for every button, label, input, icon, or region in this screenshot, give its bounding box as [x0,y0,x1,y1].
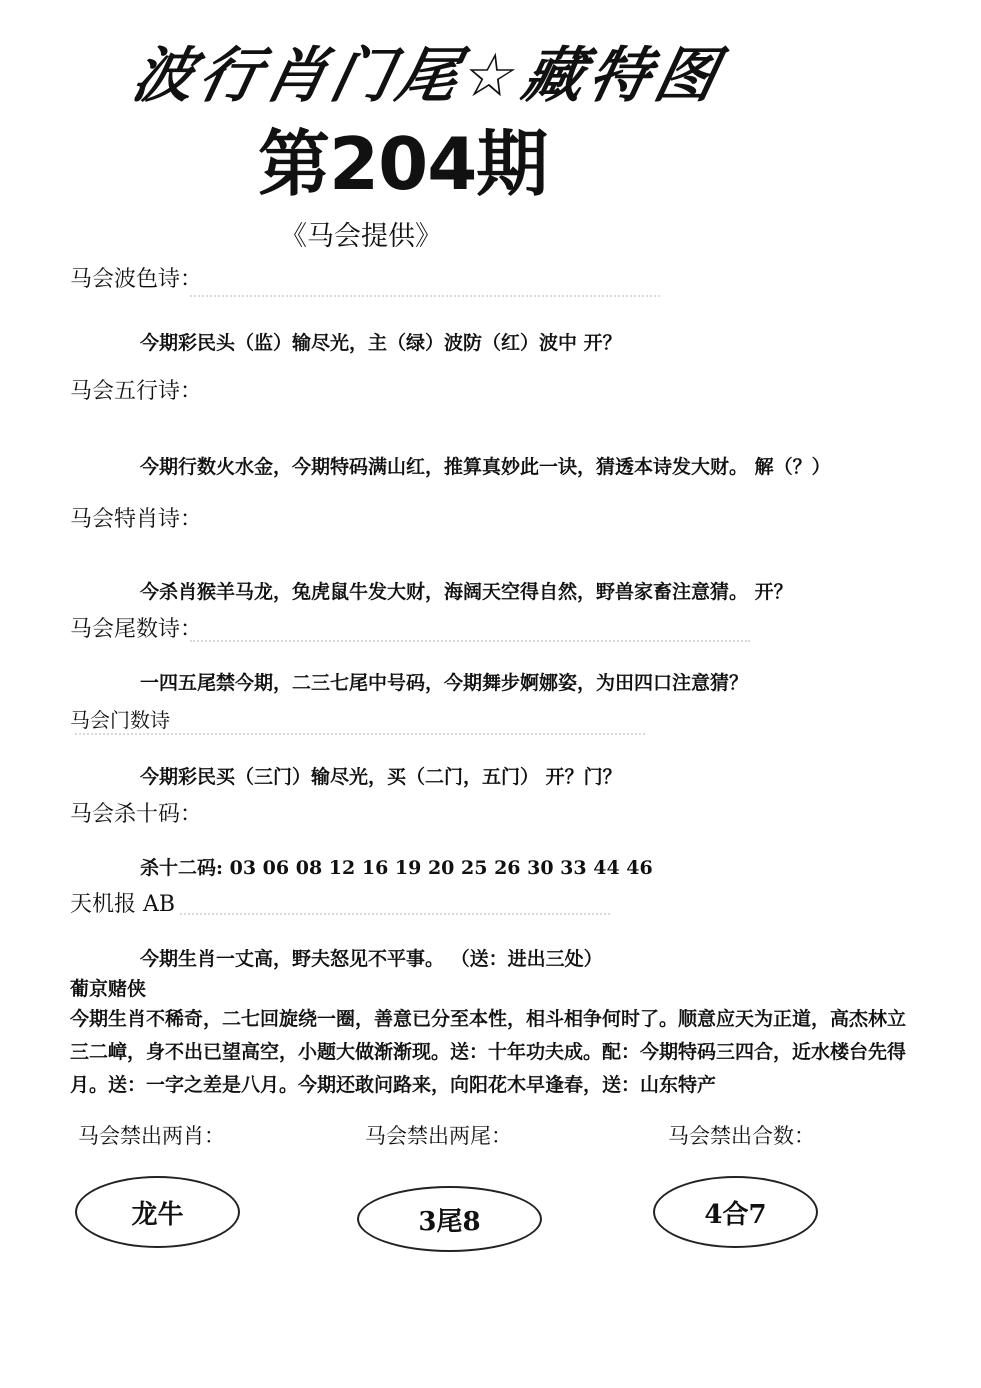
ban-zodiac-label: 马会禁出两肖： [78,1124,225,1148]
section-heading: 马会尾数诗： [70,617,203,642]
ban-tail-oval [357,1186,542,1252]
section-heading: 马会杀十码： [70,802,203,827]
section-poem: 今期彩民头（监）输尽光，主（绿）波防（红）波中 开？ [140,332,622,354]
ban-sum-label: 马会禁出合数： [668,1124,815,1148]
section-heading: 马会门数诗 [70,708,170,732]
source-label: 《马会提供》 [280,221,442,252]
gambler-text: 今期生肖不稀奇，二七回旋绕一圈，善意已分至本性，相斗相争何时了。顺意应天为正道，高杰林立三二嶂，身不出已望高空，小题大做渐渐现。送：十年功夫成。配：今期特码三四合，近水楼台先得月。送：一字之差是八月。今期还敢问路来，向阳花木早逢春，送：山东特产 [70,1008,907,1096]
section-poem: 今期行数火水金，今期特码满山红，推算真妙此一诀，猜透本诗发大财。 解（？） [140,456,831,478]
ban-tail-value: 3尾8 [418,1206,481,1237]
gambler-heading: 葡京赌侠 [70,978,147,1000]
section-heading: 天机报 AB [70,892,176,917]
ban-zodiac-value: 龙牛 [131,1199,184,1230]
divider [75,733,645,736]
section-heading: 马会五行诗： [70,379,203,404]
section-heading: 马会特肖诗： [70,507,203,532]
ban-sum-value: 4合7 [704,1199,767,1230]
issue-number: 第204期 [258,122,548,206]
section-poem: 杀十二码: 03 06 08 12 16 19 20 25 26 30 33 44 46 [140,857,653,879]
section-poem: 今期生肖一丈高，野夫怒见不平事。 （送：进出三处） [140,948,603,970]
ban-tail-label: 马会禁出两尾： [365,1124,512,1148]
banner-title: 波行肖门尾☆藏特图 [126,41,730,111]
divider [190,640,750,643]
section-heading: 马会波色诗： [70,267,203,292]
section-poem: 今期彩民买（三门）输尽光，买（二门，五门） 开？门？ [140,766,622,788]
ban-zodiac-oval [75,1176,240,1248]
ban-sum-oval [653,1176,818,1248]
divider [190,295,660,298]
section-poem: 今杀肖猴羊马龙，兔虎鼠牛发大财，海阔天空得自然，野兽家畜注意猜。 开？ [140,581,793,603]
divider [180,913,610,916]
section-poem: 一四五尾禁今期，二三七尾中号码，今期舞步婀娜姿，为田四口注意猜？ [140,672,749,694]
